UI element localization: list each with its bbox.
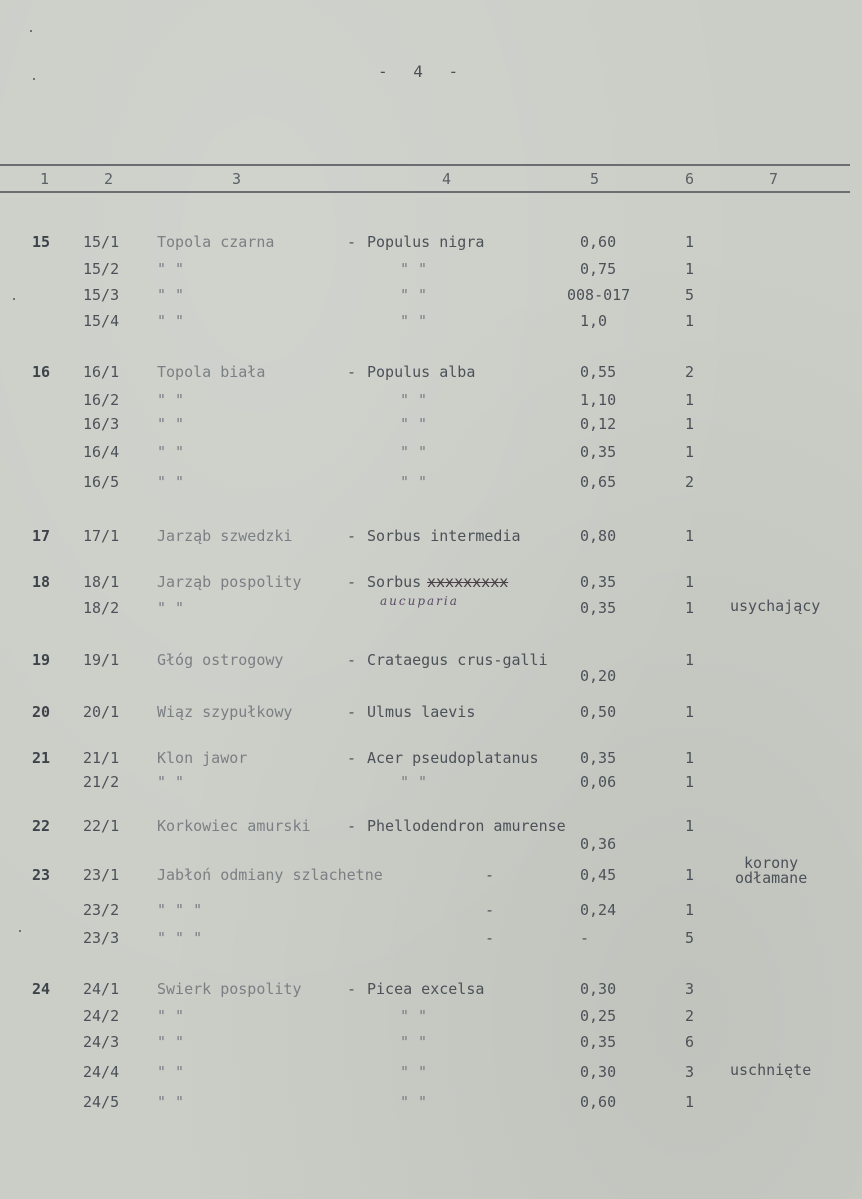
sub-number: 17/1 <box>83 527 120 545</box>
name-dash: - <box>485 866 495 884</box>
remark: uschnięte <box>730 1061 812 1079</box>
sub-number: 24/2 <box>83 1007 120 1025</box>
diameter-value: 0,80 <box>580 527 617 545</box>
latin-name: Phellodendron amurense <box>367 817 566 835</box>
handwritten-correction: aucuparia <box>380 594 459 608</box>
diameter-value: 0,12 <box>580 415 617 433</box>
sub-number: 23/2 <box>83 901 120 919</box>
column-header-3: 3 <box>232 170 242 188</box>
polish-name: Jarząb pospolity <box>157 573 302 591</box>
tree-count: 1 <box>685 866 695 884</box>
remark: usychający <box>730 597 821 615</box>
name-dash: - <box>485 929 495 947</box>
sub-number: 18/2 <box>83 599 120 617</box>
polish-name: Jabłoń odmiany szlachetne <box>157 866 383 884</box>
sub-number: 16/1 <box>83 363 120 381</box>
diameter-value: 0,30 <box>580 980 617 998</box>
row-number: 15 <box>32 233 51 251</box>
latin-name: " " <box>400 1063 428 1081</box>
sub-number: 24/5 <box>83 1093 120 1111</box>
polish-name: " " <box>157 1093 185 1111</box>
tree-count: 1 <box>685 773 695 791</box>
sub-number: 22/1 <box>83 817 120 835</box>
latin-name: " " <box>400 260 428 278</box>
name-dash: - <box>347 980 357 998</box>
dust-speck <box>19 930 21 932</box>
row-number: 16 <box>32 363 51 381</box>
row-number: 21 <box>32 749 51 767</box>
diameter-value: 0,50 <box>580 703 617 721</box>
tree-count: 1 <box>685 415 695 433</box>
tree-count: 6 <box>685 1033 695 1051</box>
diameter-value: 0,35 <box>580 1033 617 1051</box>
page-number: - 4 - <box>378 62 467 81</box>
sub-number: 24/4 <box>83 1063 120 1081</box>
latin-name: Populus alba <box>367 363 476 381</box>
sub-number: 16/5 <box>83 473 120 491</box>
tree-count: 1 <box>685 651 695 669</box>
sub-number: 16/4 <box>83 443 120 461</box>
polish-name: " " <box>157 260 185 278</box>
name-dash: - <box>347 527 357 545</box>
sub-number: 21/1 <box>83 749 120 767</box>
diameter-value: 0,65 <box>580 473 617 491</box>
polish-name: Swierk pospolity <box>157 980 302 998</box>
sub-number: 23/1 <box>83 866 120 884</box>
row-number: 19 <box>32 651 51 669</box>
tree-count: 1 <box>685 817 695 835</box>
latin-name: " " <box>400 286 428 304</box>
diameter-value: 0,60 <box>580 1093 617 1111</box>
diameter-value: 0,35 <box>580 573 617 591</box>
polish-name: " " <box>157 473 185 491</box>
polish-name: " " <box>157 1063 185 1081</box>
latin-name: Sorbus <box>367 573 422 591</box>
latin-name: " " <box>400 312 428 330</box>
row-number: 20 <box>32 703 51 721</box>
diameter-value: 0,20 <box>580 667 617 685</box>
tree-count: 1 <box>685 233 695 251</box>
sub-number: 24/3 <box>83 1033 120 1051</box>
tree-count: 3 <box>685 1063 695 1081</box>
polish-name: Korkowiec amurski <box>157 817 311 835</box>
sub-number: 23/3 <box>83 929 120 947</box>
column-header-4: 4 <box>442 170 452 188</box>
row-number: 24 <box>32 980 51 998</box>
column-header-5: 5 <box>590 170 600 188</box>
tree-count: 5 <box>685 929 695 947</box>
polish-name: Klon jawor <box>157 749 248 767</box>
polish-name: Wiąz szypułkowy <box>157 703 293 721</box>
diameter-value: 0,35 <box>580 599 617 617</box>
remark: korony odłamane <box>735 854 808 887</box>
latin-name: " " <box>400 1033 428 1051</box>
latin-name: Sorbus intermedia <box>367 527 521 545</box>
diameter-value: 1,10 <box>580 391 617 409</box>
sub-number: 21/2 <box>83 773 120 791</box>
tree-count: 1 <box>685 599 695 617</box>
latin-name: Ulmus laevis <box>367 703 476 721</box>
tree-count: 1 <box>685 703 695 721</box>
diameter-value: 0,45 <box>580 866 617 884</box>
tree-count: 1 <box>685 527 695 545</box>
tree-count: 1 <box>685 573 695 591</box>
column-header-6: 6 <box>685 170 695 188</box>
latin-name: " " <box>400 1007 428 1025</box>
header-bottom-rule <box>0 191 850 193</box>
name-dash: - <box>347 573 357 591</box>
polish-name: " " <box>157 443 185 461</box>
tree-count: 5 <box>685 286 695 304</box>
tree-count: 3 <box>685 980 695 998</box>
tree-count: 1 <box>685 749 695 767</box>
tree-count: 1 <box>685 312 695 330</box>
latin-name: Acer pseudoplatanus <box>367 749 539 767</box>
diameter-value: 0,36 <box>580 835 617 853</box>
tree-count: 2 <box>685 1007 695 1025</box>
polish-name: Jarząb szwedzki <box>157 527 293 545</box>
sub-number: 15/4 <box>83 312 120 330</box>
name-dash: - <box>347 703 357 721</box>
diameter-value: 0,30 <box>580 1063 617 1081</box>
latin-name: " " <box>400 415 428 433</box>
tree-count: 1 <box>685 391 695 409</box>
latin-name: " " <box>400 473 428 491</box>
polish-name: " " <box>157 312 185 330</box>
diameter-value: 1,0 <box>580 312 608 330</box>
latin-name: Crataegus crus-galli <box>367 651 548 669</box>
sub-number: 18/1 <box>83 573 120 591</box>
name-dash: - <box>347 363 357 381</box>
struck-latin-text: xxxxxxxxx <box>427 573 509 591</box>
name-dash: - <box>485 901 495 919</box>
diameter-value: 0,60 <box>580 233 617 251</box>
polish-name: Głóg ostrogowy <box>157 651 284 669</box>
tree-count: 1 <box>685 260 695 278</box>
polish-name: " " <box>157 286 185 304</box>
diameter-value: 0,25 <box>580 1007 617 1025</box>
header-top-rule <box>0 164 850 166</box>
name-dash: - <box>347 749 357 767</box>
column-header-2: 2 <box>104 170 114 188</box>
latin-name: " " <box>400 443 428 461</box>
polish-name: " " <box>157 391 185 409</box>
polish-name: " " <box>157 773 185 791</box>
diameter-value: 0,75 <box>580 260 617 278</box>
latin-name: " " <box>400 1093 428 1111</box>
diameter-value: - <box>580 929 590 947</box>
name-dash: - <box>347 233 357 251</box>
latin-name: Picea excelsa <box>367 980 485 998</box>
row-number: 22 <box>32 817 51 835</box>
latin-name: " " <box>400 391 428 409</box>
tree-count: 1 <box>685 443 695 461</box>
diameter-value: 0,35 <box>580 443 617 461</box>
sub-number: 15/1 <box>83 233 120 251</box>
name-dash: - <box>347 651 357 669</box>
polish-name: " " " <box>157 901 203 919</box>
sub-number: 15/2 <box>83 260 120 278</box>
latin-name: " " <box>400 773 428 791</box>
sub-number: 15/3 <box>83 286 120 304</box>
row-number: 23 <box>32 866 51 884</box>
polish-name: " " <box>157 415 185 433</box>
polish-name: Topola czarna <box>157 233 275 251</box>
column-header-1: 1 <box>40 170 50 188</box>
diameter-value: 0,55 <box>580 363 617 381</box>
tree-count: 2 <box>685 473 695 491</box>
tree-count: 1 <box>685 1093 695 1111</box>
tree-count: 1 <box>685 901 695 919</box>
sub-number: 24/1 <box>83 980 120 998</box>
dust-speck <box>33 78 35 80</box>
column-header-7: 7 <box>769 170 779 188</box>
name-dash: - <box>347 817 357 835</box>
diameter-value: 0,24 <box>580 901 617 919</box>
polish-name: " " " <box>157 929 203 947</box>
row-number: 17 <box>32 527 51 545</box>
diameter-value: 008-017 <box>567 286 631 304</box>
latin-name: Populus nigra <box>367 233 485 251</box>
sub-number: 20/1 <box>83 703 120 721</box>
polish-name: Topola biała <box>157 363 266 381</box>
tree-count: 2 <box>685 363 695 381</box>
row-number: 18 <box>32 573 51 591</box>
diameter-value: 0,06 <box>580 773 617 791</box>
sub-number: 16/3 <box>83 415 120 433</box>
sub-number: 19/1 <box>83 651 120 669</box>
polish-name: " " <box>157 1033 185 1051</box>
sub-number: 16/2 <box>83 391 120 409</box>
dust-speck <box>30 30 32 32</box>
dust-speck <box>13 298 15 300</box>
polish-name: " " <box>157 599 185 617</box>
diameter-value: 0,35 <box>580 749 617 767</box>
polish-name: " " <box>157 1007 185 1025</box>
